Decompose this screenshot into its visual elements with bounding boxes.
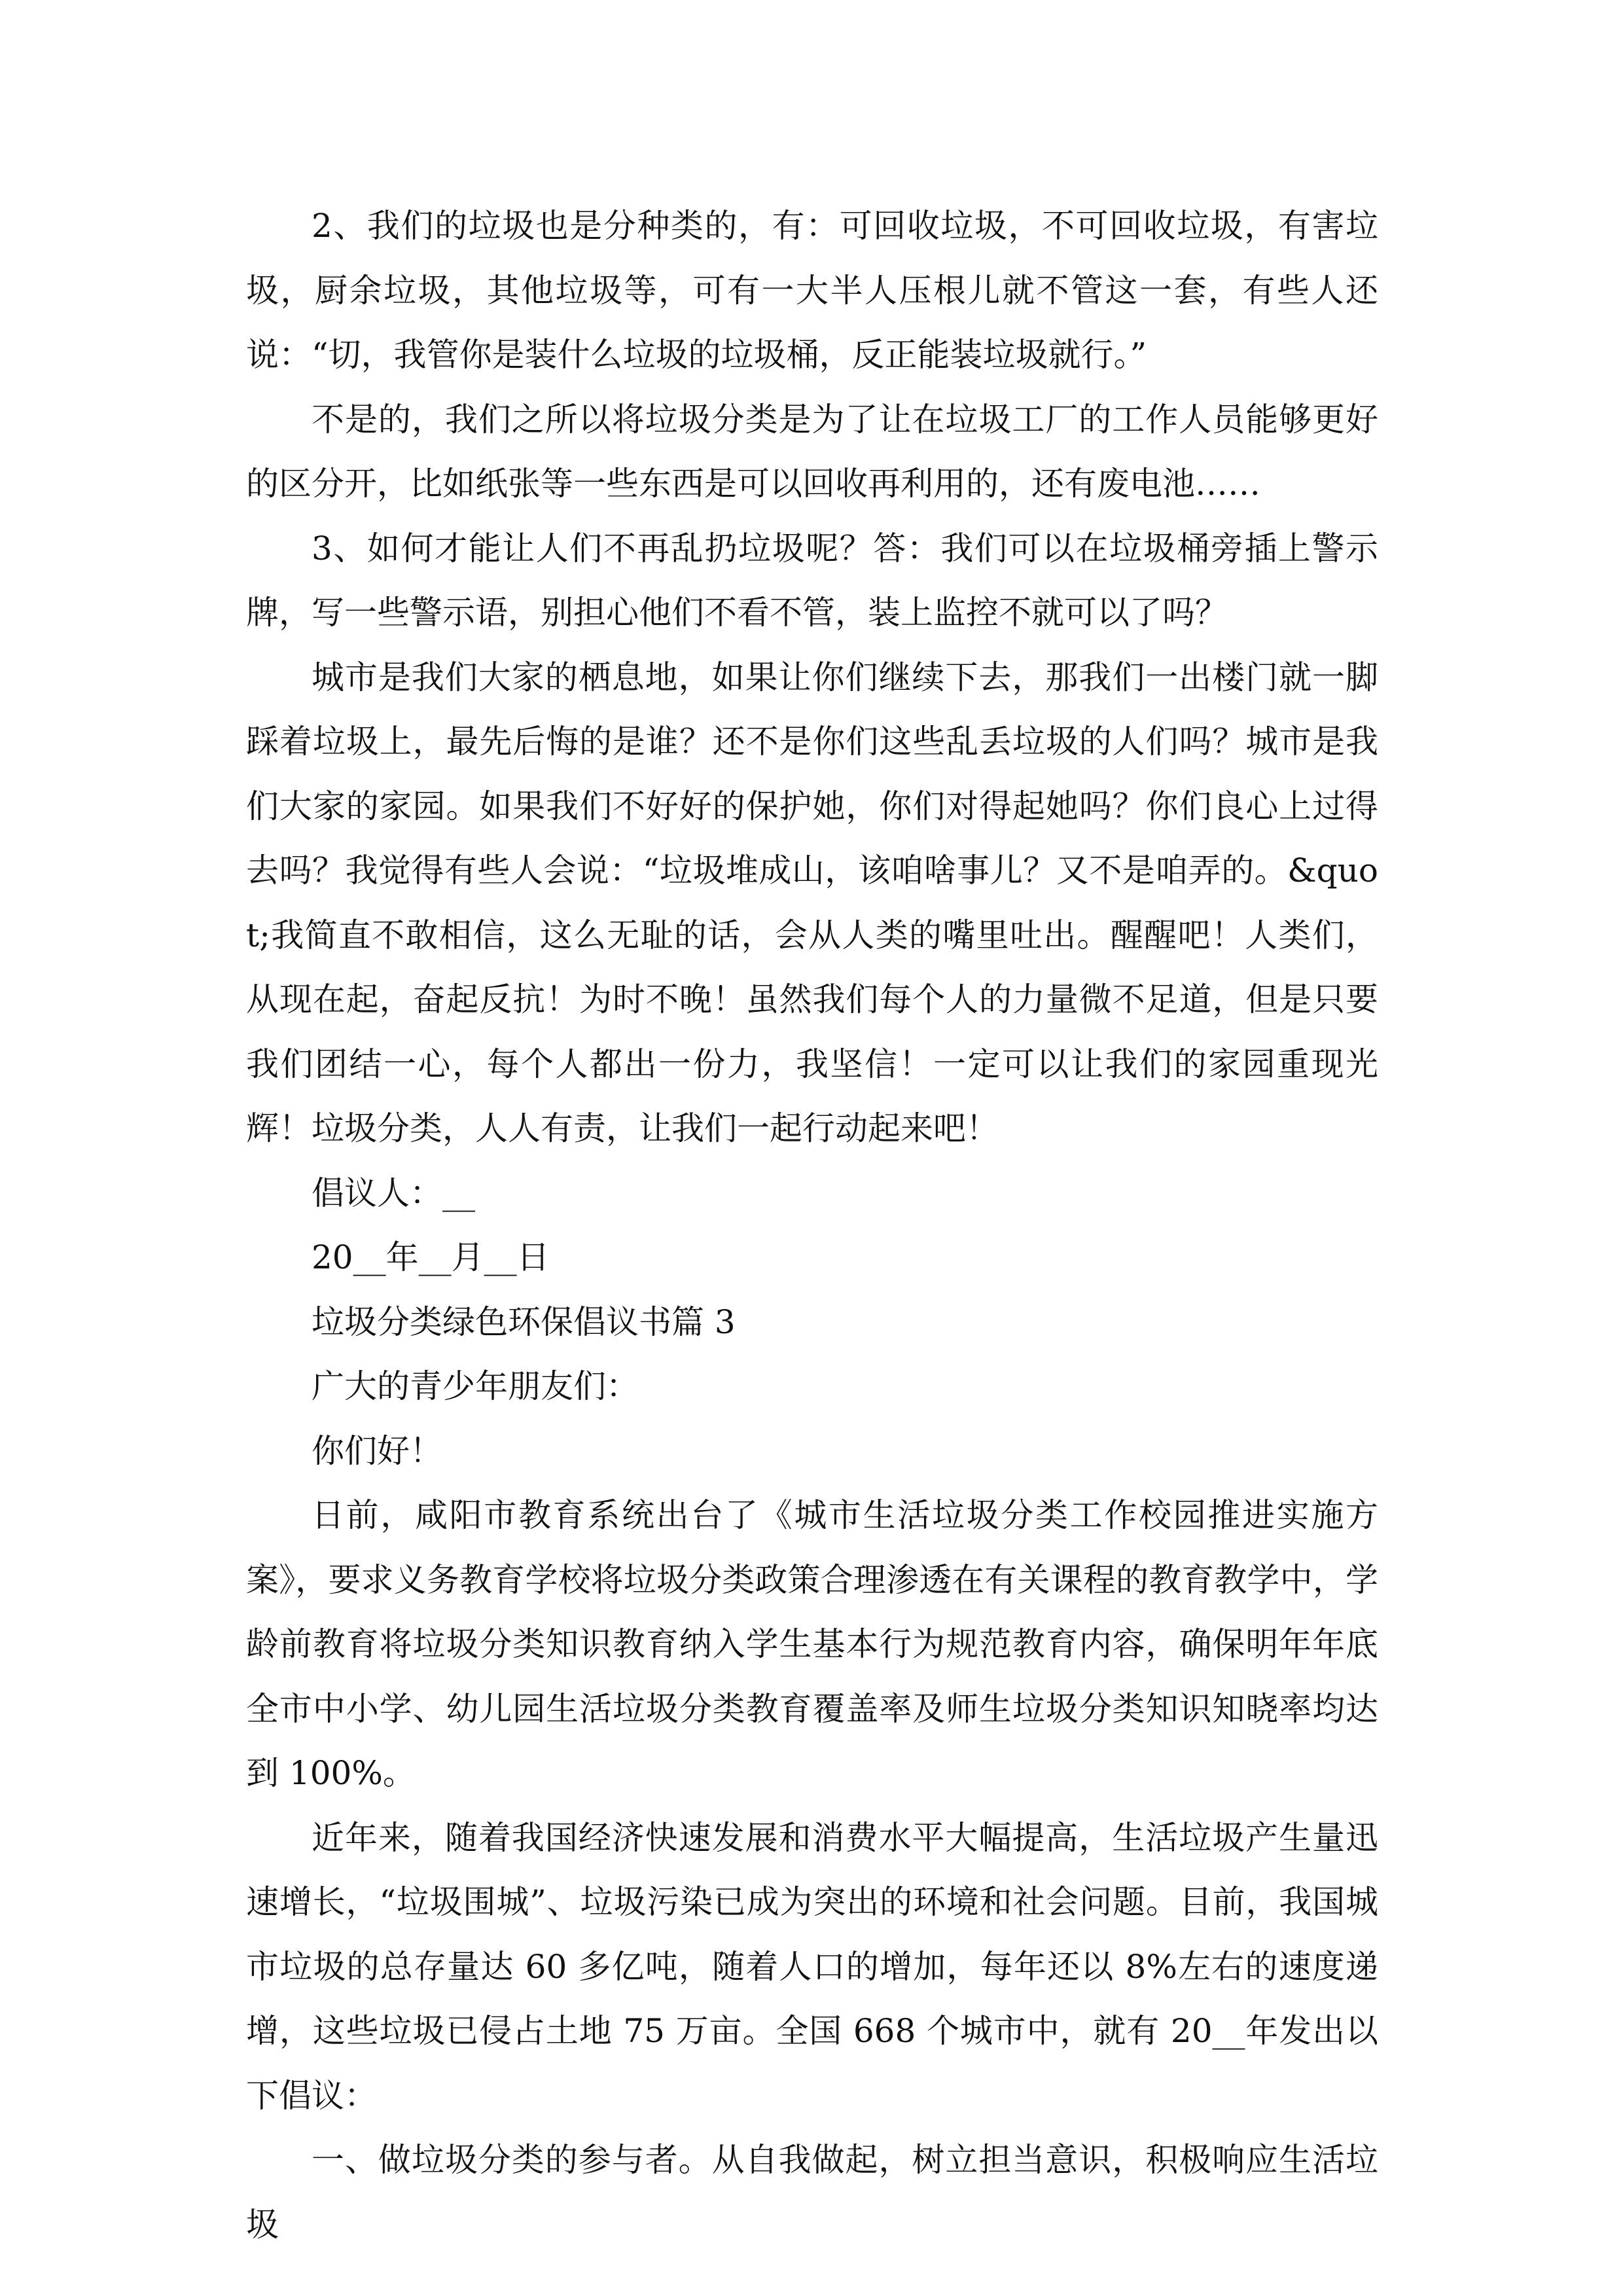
paragraph-prevent-littering: 3、如何才能让人们不再乱扔垃圾呢？答：我们可以在垃圾桶旁插上警示牌，写一些警示语，别担心他们不看不管，装上监控不就可以了吗？ xyxy=(246,529,1378,632)
paragraph-classification-purpose: 不是的，我们之所以将垃圾分类是为了让在垃圾工厂的工作人员能够更好的区分开，比如纸张等一些东西是可以回收再利用的，还有废电池…… xyxy=(246,400,1378,503)
section-title: 垃圾分类绿色环保倡议书篇 3 xyxy=(312,1302,736,1341)
salutation: 广大的青少年朋友们： xyxy=(312,1367,639,1405)
paragraph-city-home: 城市是我们大家的栖息地，如果让你们继续下去，那我们一出楼门就一脚踩着垃圾上，最先后悔的是谁？还不是你们这些乱丢垃圾的人们吗？城市是我们大家的家园。如果我们不好好的保护她，你们对得起她吗？你们良心上过得去吗？我觉得有些人会说：“垃圾堆成山，该咱啥事儿？又不是咱弄的。&quot;我简直不敢相信，这么无耻的话，会从人类的嘴里吐出。醒醒吧！人类们，从现在起，奋起反抗！为时不晚！虽然我们每个人的力量微不足道，但是只要我们团结一心，每个人都出一份力，我坚信！一定可以让我们的家园重现光辉！垃圾分类，人人有责，让我们一起行动起来吧！ xyxy=(246,658,1378,1147)
greeting: 你们好！ xyxy=(312,1431,442,1470)
paragraph-participant: 一、做垃圾分类的参与者。从自我做起，树立担当意识，积极响应生活垃圾 xyxy=(246,2141,1378,2244)
paragraph-education-plan: 日前，咸阳市教育系统出台了《城市生活垃圾分类工作校园推进实施方案》，要求义务教育学校将垃圾分类政策合理渗透在有关课程的教育教学中，学龄前教育将垃圾分类知识教育纳入学生基本行为规范教育内容，确保明年年底全市中小学、幼儿园生活垃圾分类教育覆盖率及师生垃圾分类知识知晓率均达到 100%。 xyxy=(246,1496,1378,1792)
proposer-line: 倡议人：__ xyxy=(312,1174,475,1212)
paragraph-recent-years: 近年来，随着我国经济快速发展和消费水平大幅提高，生活垃圾产生量迅速增长，“垃圾围城”、垃圾污染已成为突出的环境和社会问题。目前，我国城市垃圾的总存量达 60 多亿吨，随着人口的增加，每年还以 8%左右的速度递增，这些垃圾已侵占土地 75 万亩。全国 668 个城市中，就有 20__年发出以下倡议： xyxy=(246,1818,1378,2115)
document-body xyxy=(246,194,1378,2257)
date-line: 20__年__月__日 xyxy=(312,1238,550,1276)
paragraph-garbage-types: 2、我们的垃圾也是分种类的，有：可回收垃圾，不可回收垃圾，有害垃圾，厨余垃圾，其他垃圾等，可有一大半人压根儿就不管这一套，有些人还说：“切，我管你是装什么垃圾的垃圾桶，反正能装垃圾就行。” xyxy=(246,207,1378,374)
